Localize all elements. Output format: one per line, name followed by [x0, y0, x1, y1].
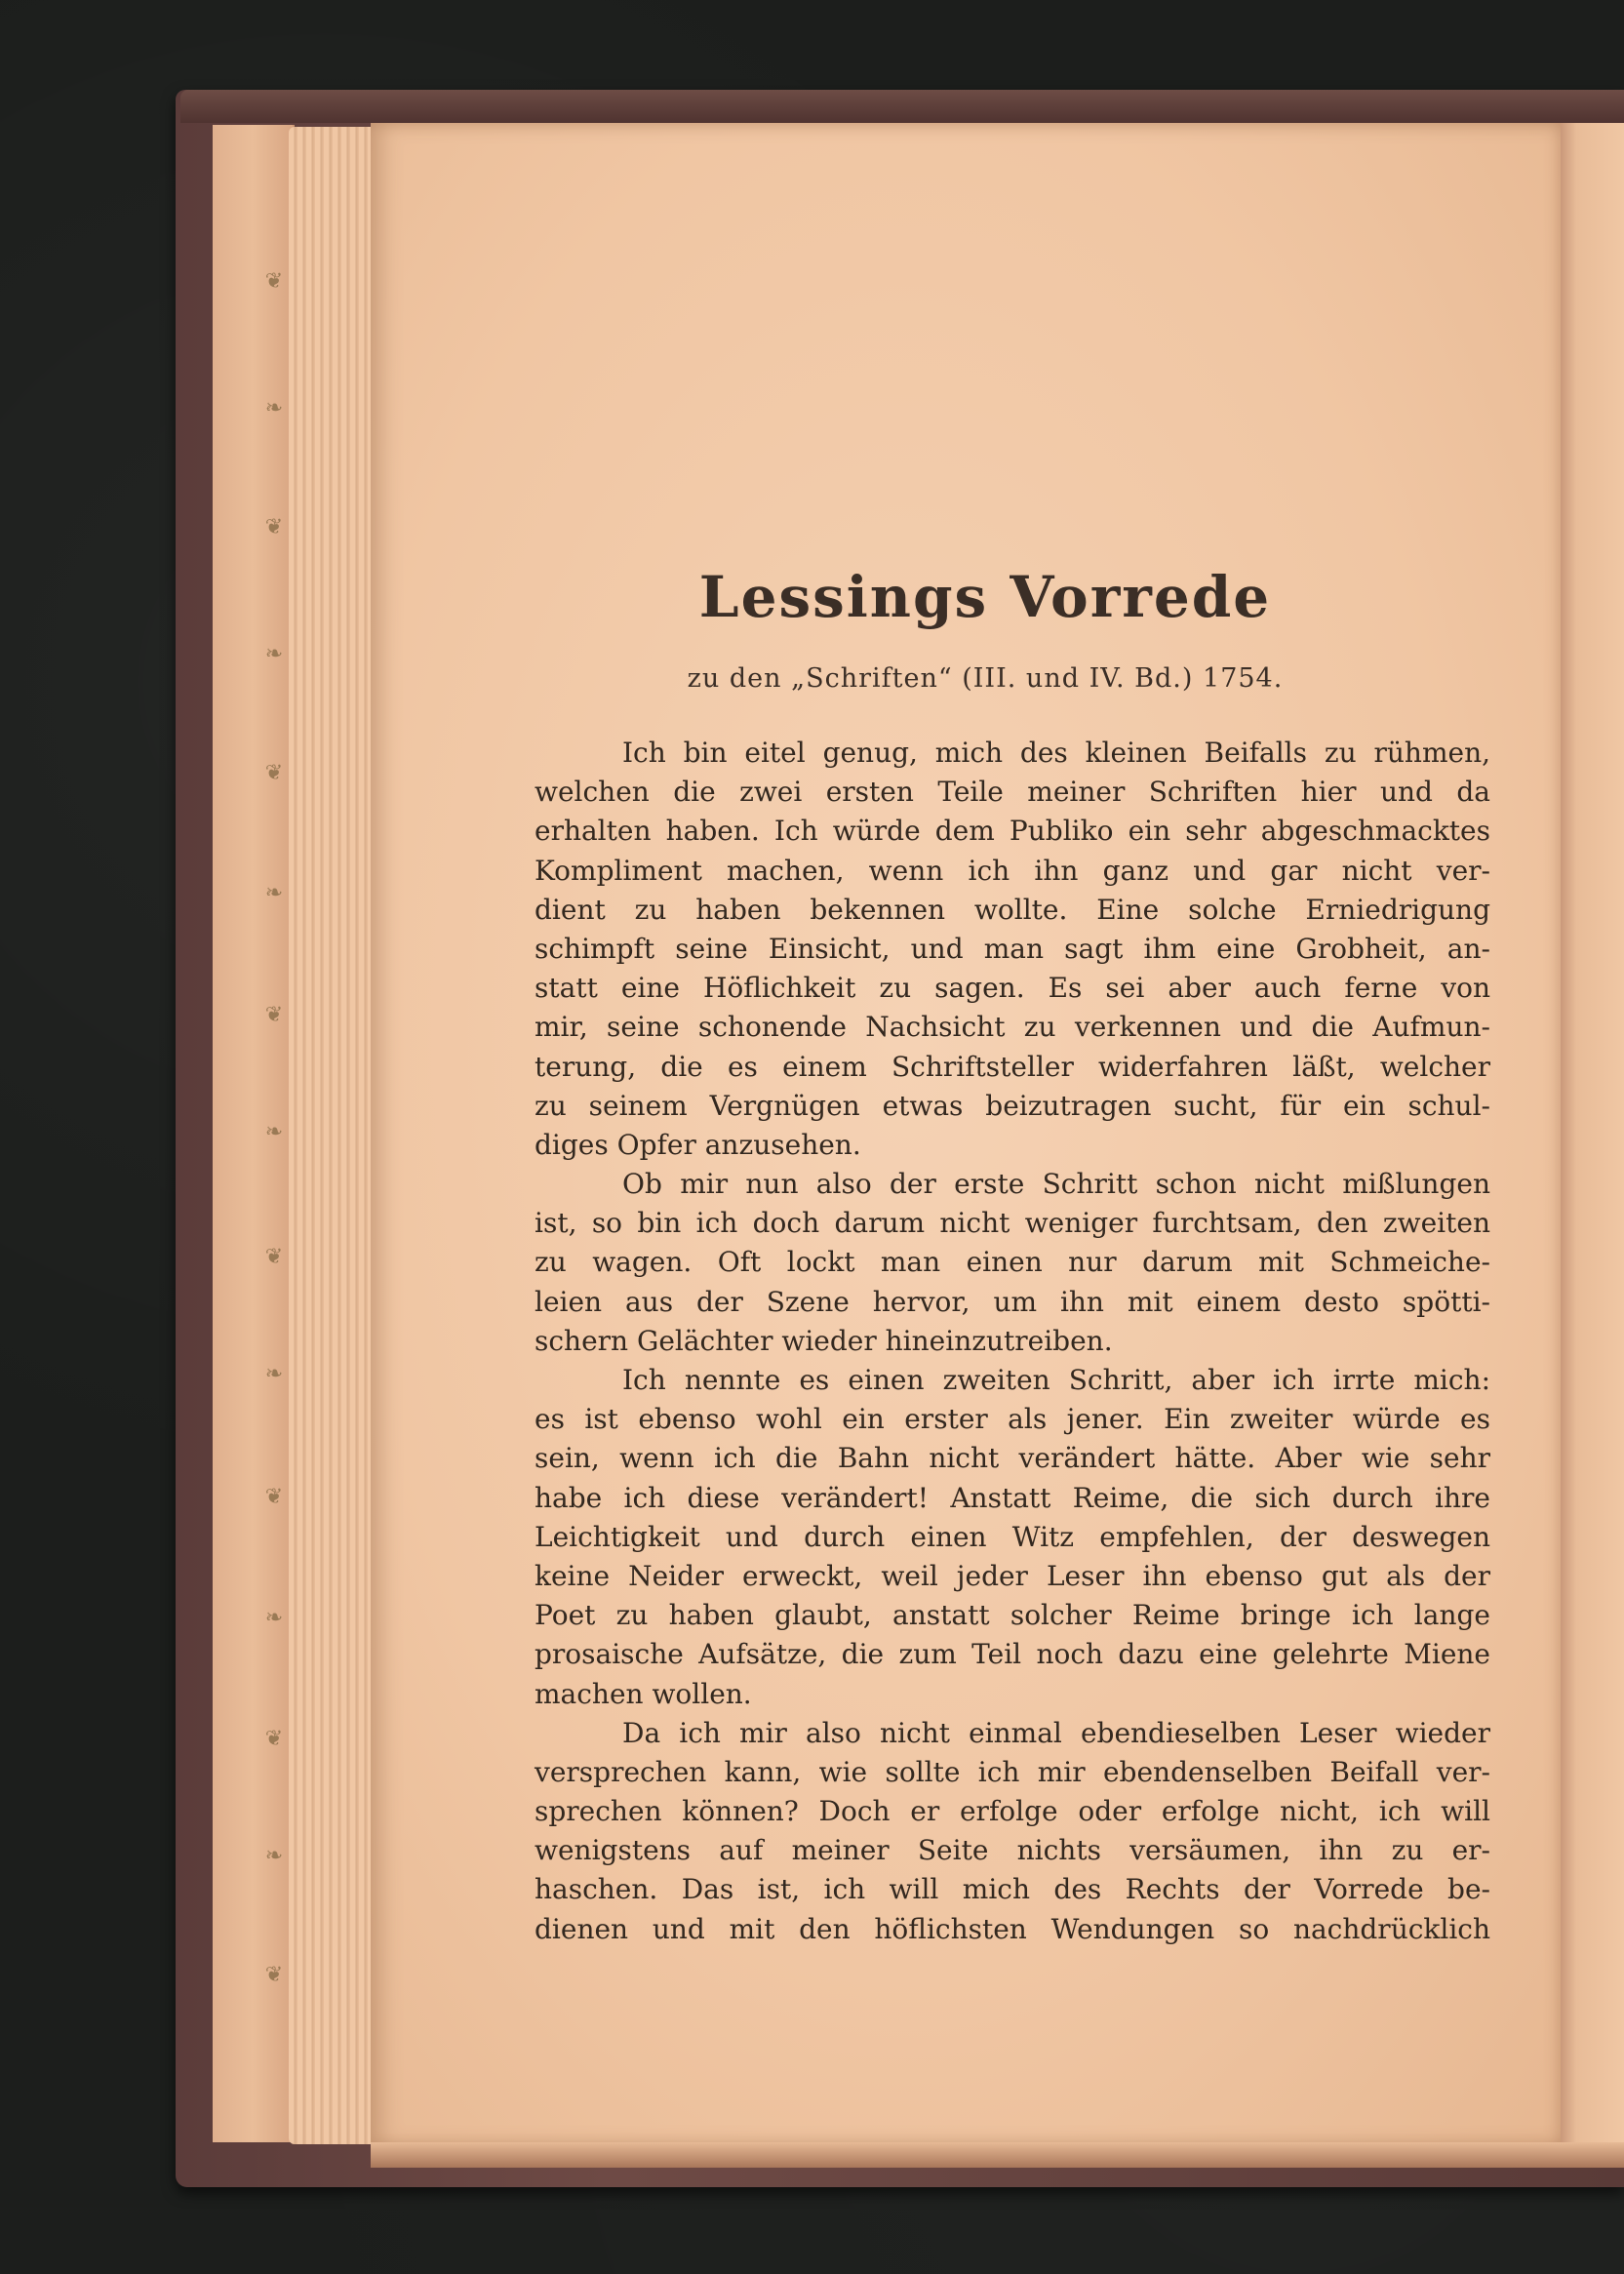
spine-ornament-icon: ❦: [264, 1003, 284, 1027]
spine-ornament-icon: ❧: [264, 881, 284, 905]
spine-ornament-icon: ❦: [264, 1963, 284, 1987]
spine-ornament-icon: ❧: [264, 1844, 284, 1868]
text-line: mir, seine schonende Nachsicht zu verkennen und die Aufmun-: [535, 1011, 1490, 1044]
text-line: schern Gelächter wieder hineinzutreiben.: [535, 1324, 1113, 1357]
text-line: diges Opfer anzusehen.: [535, 1128, 861, 1161]
text-line: Leichtigkeit und durch einen Witz empfehlen, der deswegen: [535, 1520, 1490, 1553]
text-line: habe ich diese verändert! Anstatt Reime, die sich durch ihre: [535, 1481, 1490, 1514]
spine-ornament-icon: ❧: [264, 396, 284, 420]
text-line: zu wagen. Oft lockt man einen nur darum mit Schmeiche-: [535, 1246, 1490, 1279]
paragraph: [535, 734, 1490, 1165]
text-line: sein, wenn ich die Bahn nicht verändert hätte. Aber wie sehr: [535, 1442, 1490, 1475]
text-line: schimpft seine Einsicht, und man sagt ihm eine Grobheit, an-: [535, 932, 1490, 965]
text-line: erhalten haben. Ich würde dem Publiko ein sehr abgeschmacktes: [535, 815, 1490, 848]
facing-page-edge: [1561, 123, 1624, 2152]
text-line: Ich nennte es einen zweiten Schritt, aber ich irrte mich:: [622, 1364, 1490, 1396]
text-line: haschen. Das ist, ich will mich des Rechts der Vorrede be-: [535, 1873, 1490, 1906]
paragraph: [535, 1165, 1490, 1361]
page-title: Lessings Vorrede: [698, 564, 1272, 630]
spine-ornament-icon: ❦: [264, 1245, 284, 1269]
text-line: terung, die es einem Schriftsteller widerfahren läßt, welcher: [535, 1050, 1490, 1083]
spine-ornament-icon: ❦: [264, 761, 284, 785]
text-line: Da ich mir also nicht einmal ebendieselben Leser wieder: [622, 1716, 1490, 1749]
text-line: statt eine Höflichkeit zu sagen. Es sei aber auch ferne von: [535, 972, 1490, 1005]
text-line: leien aus der Szene hervor, um ihn mit einem desto spötti-: [535, 1285, 1490, 1318]
spine-ornament-icon: ❦: [264, 269, 284, 294]
spine-ornament-icon: ❦: [264, 1485, 284, 1509]
text-line: sprechen können? Doch er erfolge oder erfolge nicht, ich will: [535, 1795, 1490, 1828]
page-subtitle: zu den „Schriften“ (III. und IV. Bd.) 1754.: [687, 663, 1284, 694]
text-line: Ich bin eitel genug, mich des kleinen Beifalls zu rühmen,: [622, 737, 1490, 769]
text-line: ist, so bin ich doch darum nicht weniger furchtsam, den zweiten: [535, 1207, 1490, 1240]
text-line: dient zu haben bekennen wollte. Eine solche Erniedrigung: [535, 893, 1490, 926]
book-cover-top-edge: [180, 90, 1624, 123]
text-line: prosaische Aufsätze, die zum Teil noch dazu eine gelehrte Miene: [535, 1638, 1490, 1671]
text-line: zu seinem Vergnügen etwas beizutragen sucht, für ein schul-: [535, 1089, 1490, 1122]
spine-ornament-icon: ❧: [264, 642, 284, 666]
text-line: Kompliment machen, wenn ich ihn ganz und gar nicht ver-: [535, 854, 1490, 887]
text-line: keine Neider erweckt, weil jeder Leser ihn ebenso gut als der: [535, 1559, 1490, 1592]
spine-ornament-icon: ❧: [264, 1120, 284, 1144]
text-line: Poet zu haben glaubt, anstatt solcher Reime bringe ich lange: [535, 1599, 1490, 1632]
paragraph: [535, 1714, 1490, 1949]
text-line: es ist ebenso wohl ein erster als jener. Ein zweiter würde es: [535, 1403, 1490, 1436]
page-bottom-edge: [371, 2142, 1624, 2168]
text-line: versprechen kann, wie sollte ich mir ebendenselben Beifall ver-: [535, 1755, 1490, 1788]
text-line: machen wollen.: [535, 1677, 752, 1710]
spine-ornament-icon: ❧: [264, 1606, 284, 1630]
text-line: wenigstens auf meiner Seite nichts versäumen, ihn zu er-: [535, 1834, 1490, 1867]
text-line: welchen die zwei ersten Teile meiner Schriften hier und da: [535, 776, 1490, 809]
text-line: dienen und mit den höflichsten Wendungen so nachdrücklich: [535, 1912, 1490, 1945]
spine-ornament-icon: ❦: [264, 1727, 284, 1751]
body-text: [535, 734, 1490, 1949]
text-line: Ob mir nun also der erste Schritt schon nicht mißlungen: [622, 1168, 1490, 1201]
spine-ornament-icon: ❧: [264, 1362, 284, 1386]
spine-ornament-icon: ❦: [264, 515, 284, 539]
paragraph: [535, 1361, 1490, 1714]
